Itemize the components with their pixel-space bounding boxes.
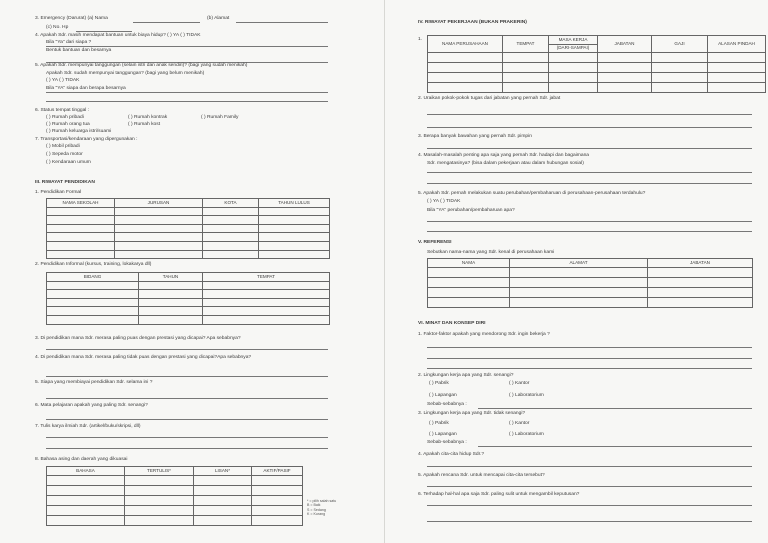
col-city: KOTA [203, 199, 259, 208]
col-work-period-sub: (DARI-SAMPAI) [549, 44, 598, 53]
work-history-table [427, 35, 766, 93]
interest-q1-field-2[interactable] [427, 358, 752, 359]
table-row[interactable] [47, 505, 303, 515]
reference-instruction: Sebutkan nama-nama yang Sdr. kenal di perusahaan kami [427, 250, 555, 255]
q-scientific-work-field-2[interactable] [46, 448, 328, 449]
table-header-row [428, 36, 766, 45]
col-major: JURUSAN [115, 199, 203, 208]
interest-q2: 2. Lingkungan kerja apa yang Sdr. senangi? [418, 373, 514, 378]
interest-q3-reason-label: Sebab-sebabnya : [427, 440, 467, 445]
table-row[interactable] [47, 475, 303, 485]
q5-options[interactable]: ( ) YA ( ) TIDAK [46, 78, 80, 83]
table-header-row [428, 259, 753, 268]
table-row[interactable] [47, 216, 330, 225]
work-q3-field[interactable] [427, 148, 752, 149]
interest-q1-field[interactable] [427, 347, 752, 348]
q-scientific-work-field[interactable] [46, 437, 328, 438]
interest-q3-reason-field[interactable] [478, 446, 752, 447]
work-q4: 4. Masalah-masalah penting apa saja yang pernah Sdr. hadapi dan bagaimana [418, 153, 590, 158]
q5-text-2: Apakah Sdr. sudah mempunyai tanggungan? (bagi yang belum menikah) [46, 71, 205, 76]
section-work-history-title: IV. RIWAYAT PEKERJAAN (BUKAN PRAKERIN) [418, 20, 527, 25]
table-row[interactable] [428, 297, 753, 307]
table-row[interactable] [47, 495, 303, 505]
table-row[interactable] [428, 73, 766, 83]
col-year: TAHUN [139, 273, 203, 282]
languages-legend [307, 499, 336, 517]
interest-q1: 1. Faktor-faktor apakah yang mendorong Sdr. ingin bekerja ? [418, 332, 550, 337]
col-school-name: NAMA SEKOLAH [47, 199, 115, 208]
q-edu-funding: 5. Siapa yang membiayai pendidikan Sdr. selama ini ? [35, 380, 153, 385]
section-interest-title: VI. MINAT DAN KONSEP DIRI [418, 321, 486, 326]
interest-q3-option-factory[interactable]: ( ) Pabrik [429, 421, 449, 426]
q-favorite-subject: 6. Mata pelajaran apakah yang paling Sdr. senangi? [35, 403, 148, 408]
section-education-title: III. RIWAYAT PENDIDIKAN [35, 180, 95, 185]
q-edu-satisfied-field[interactable] [46, 349, 328, 350]
emergency-name-label: 3. Emergency (Darurat) (a) Nama [35, 16, 108, 21]
q-scientific-work: 7. Tulis karya ilmiah Sdr. (artikel/buku/skripsi, dll) [35, 424, 141, 429]
q6-text: 6. Status tempat tinggal : [35, 108, 90, 113]
work-q1-number: 1. [418, 37, 423, 42]
work-q4-field-2[interactable] [427, 183, 752, 184]
q5-text: 5. Apakah Sdr. mempunyai tanggungan (selain istri dan anak sendiri)? (bagi yang sudah menikah) [35, 63, 248, 68]
q4-form-label: Bentuk bantuan dan besarnya [46, 48, 112, 53]
right-page [384, 0, 768, 543]
table-header-row [47, 467, 303, 476]
col-language: BAHASA [47, 467, 125, 476]
table-row[interactable] [428, 83, 766, 93]
q5-who-label: Bila "YA" siapa dan berapa besarnya [46, 86, 126, 91]
q5-who-field[interactable] [46, 92, 328, 93]
work-q5-options[interactable]: ( ) YA ( ) TIDAK [427, 199, 461, 204]
table-row[interactable] [428, 63, 766, 73]
table-row[interactable] [47, 207, 330, 216]
emergency-address-field[interactable] [236, 22, 328, 23]
q5-who-field-2[interactable] [46, 101, 328, 102]
col-place: TEMPAT [203, 273, 330, 282]
table-row[interactable] [428, 277, 753, 287]
table-row[interactable] [47, 290, 330, 299]
work-q2-field-2[interactable] [427, 127, 752, 128]
table-header-row [47, 199, 330, 208]
q4-from-field[interactable] [46, 46, 328, 47]
table-row[interactable] [428, 287, 753, 297]
col-company-name: NAMA PERUSAHAAN [428, 36, 503, 53]
languages-table [46, 466, 303, 526]
interest-q3-option-office[interactable]: ( ) Kantor [509, 421, 530, 426]
informal-education-table [46, 272, 330, 325]
interest-q3: 3. Lingkungan kerja apa yang Sdr. tidak senangi? [418, 411, 526, 416]
col-active-passive: AKTIF/PASIF [252, 467, 303, 476]
table-row[interactable] [47, 307, 330, 316]
q6-option-kost[interactable]: ( ) Rumah kost [128, 122, 161, 127]
interest-q2-option-factory[interactable]: ( ) Pabrik [429, 381, 449, 386]
interest-q5: 5. Apakah rencana Sdr. untuk mencapai cita-cita tersebut? [418, 473, 545, 478]
interest-q2-option-office[interactable]: ( ) Kantor [509, 381, 530, 386]
interest-q5-field[interactable] [427, 486, 752, 487]
emergency-phone-label: (c) No. Hp [46, 25, 69, 30]
q-favorite-subject-field[interactable] [46, 419, 328, 420]
q-edu-satisfied: 3. Di pendidikan mana Sdr. merasa paling puas dengan prestasi yang dicapai? Apa sebabnya? [35, 336, 241, 341]
section-reference-title: V. REFERENSI [418, 240, 452, 245]
q6-option-parents[interactable]: ( ) Rumah orang tua [46, 122, 90, 127]
emergency-phone-field[interactable] [76, 31, 132, 32]
emergency-address-label: (b) Alamat [207, 16, 230, 21]
q-edu-unsatisfied-field[interactable] [46, 376, 328, 377]
interest-q3-option-lab[interactable]: ( ) Laboratorium [509, 432, 544, 437]
interest-q2-reason-field[interactable] [478, 408, 752, 409]
col-graduation-year: TAHUN LULUS [259, 199, 330, 208]
informal-education-label: 2. Pendidikan Informal (kursus, training, lokakarya dll) [35, 262, 152, 267]
interest-q4-field[interactable] [427, 466, 752, 467]
work-q4-line2: Sdr. mengatasinya? (bisa dalam pekerjaan atau dalam hubungan sosial) [427, 161, 584, 166]
reference-table [427, 258, 753, 308]
work-q5-field-2[interactable] [427, 231, 752, 232]
table-row[interactable] [47, 224, 330, 233]
interest-q1-field-3[interactable] [427, 368, 752, 369]
legend-item: K = Kurang [307, 512, 326, 517]
q4-text: 4. Apakah Sdr. masih mendapat bantuan untuk biaya hidup? ( ) YA ( ) TIDAK [35, 33, 201, 38]
col-job-title: JABATAN [648, 259, 753, 268]
work-q5: 5. Apakah Sdr. pernah melakukan suatu perubahan/pembaharuan di perusahaan-perusahaan terdahulu? [418, 191, 646, 196]
table-row[interactable] [47, 281, 330, 290]
q6-option-rented[interactable]: ( ) Rumah kontrak [128, 115, 168, 120]
work-q2-field[interactable] [427, 114, 752, 115]
col-reason-leaving: ALASAN PINDAH [708, 36, 766, 53]
interest-q4: 4. Apakah cita-cita hidup Sdr.? [418, 452, 485, 457]
interest-q6-field-2[interactable] [427, 521, 752, 522]
col-work-period: MASA KERJA [549, 36, 598, 45]
q-edu-unsatisfied: 4. Di pendidikan mana Sdr. merasa paling tidak puas dengan prestasi yang dicapai?Apa sebabnya? [35, 355, 252, 360]
q6-option-own-house[interactable]: ( ) Rumah pribadi [46, 115, 84, 120]
q-languages: 8. Bahasa asing dan daerah yang dikuasai [35, 457, 128, 462]
formal-education-label: 1. Pendidikan Formal [35, 190, 82, 195]
q4-from-label: Bila "Ya" dari siapa ? [46, 40, 92, 45]
work-q5-field[interactable] [427, 221, 752, 222]
q7-option-motorbike[interactable]: ( ) Sepeda motor [46, 152, 83, 157]
col-field: BIDANG [47, 273, 139, 282]
interest-q2-option-lab[interactable]: ( ) Laboratorium [509, 393, 544, 398]
col-salary: GAJI [652, 36, 708, 53]
col-address: ALAMAT [510, 259, 648, 268]
interest-q2-reason-label: Sebab-sebabnya : [427, 402, 467, 407]
col-spoken: LISAN* [194, 467, 252, 476]
table-row[interactable] [47, 298, 330, 307]
legend-item: * = pilih salah satu [307, 499, 337, 503]
table-row[interactable] [47, 515, 303, 525]
col-location: TEMPAT [503, 36, 549, 53]
interest-q6-field[interactable] [427, 505, 752, 506]
work-q4-field[interactable] [427, 172, 752, 173]
q-edu-funding-field[interactable] [46, 398, 328, 399]
table-row[interactable] [428, 267, 753, 277]
formal-education-table [46, 198, 330, 259]
table-header-row [47, 273, 330, 282]
legend-item: B = Baik [307, 503, 321, 508]
table-row[interactable] [47, 250, 330, 259]
q7-text: 7. Transportasi/kendaraan yang dipergunakan : [35, 137, 138, 142]
legend-item: S = Sedang [307, 507, 326, 512]
table-row[interactable] [428, 53, 766, 63]
work-q5-what: Bila "YA" perubahan/pembaharuan apa? [427, 208, 515, 213]
work-q3: 3. Berapa banyak bawahan yang pernah Sdr. pimpin [418, 134, 532, 139]
table-row[interactable] [47, 233, 330, 242]
col-written: TERTULIS* [125, 467, 194, 476]
interest-q6: 6. Terhadap hal-hal apa saja Sdr. paling sulit untuk mengambil keputusan? [418, 492, 580, 497]
q6-option-spouse-family[interactable]: ( ) Rumah keluarga istri/suami [46, 129, 112, 134]
q6-option-family[interactable]: ( ) Rumah Family [201, 115, 239, 120]
emergency-name-field[interactable] [133, 22, 200, 23]
interest-q2-option-field[interactable]: ( ) Lapangan [429, 393, 457, 398]
work-q2: 2. Uraikan pokok-pokok tugas dari jabatan yang pernah Sdr. jabat [418, 96, 561, 101]
col-name: NAMA [428, 259, 510, 268]
interest-q3-option-field[interactable]: ( ) Lapangan [429, 432, 457, 437]
q7-option-public[interactable]: ( ) Kendaraan umum [46, 160, 91, 165]
table-row[interactable] [47, 315, 330, 324]
q7-option-car[interactable]: ( ) Mobil pribadi [46, 144, 80, 149]
table-row[interactable] [47, 485, 303, 495]
col-position: JABATAN [598, 36, 652, 53]
table-row[interactable] [47, 241, 330, 250]
